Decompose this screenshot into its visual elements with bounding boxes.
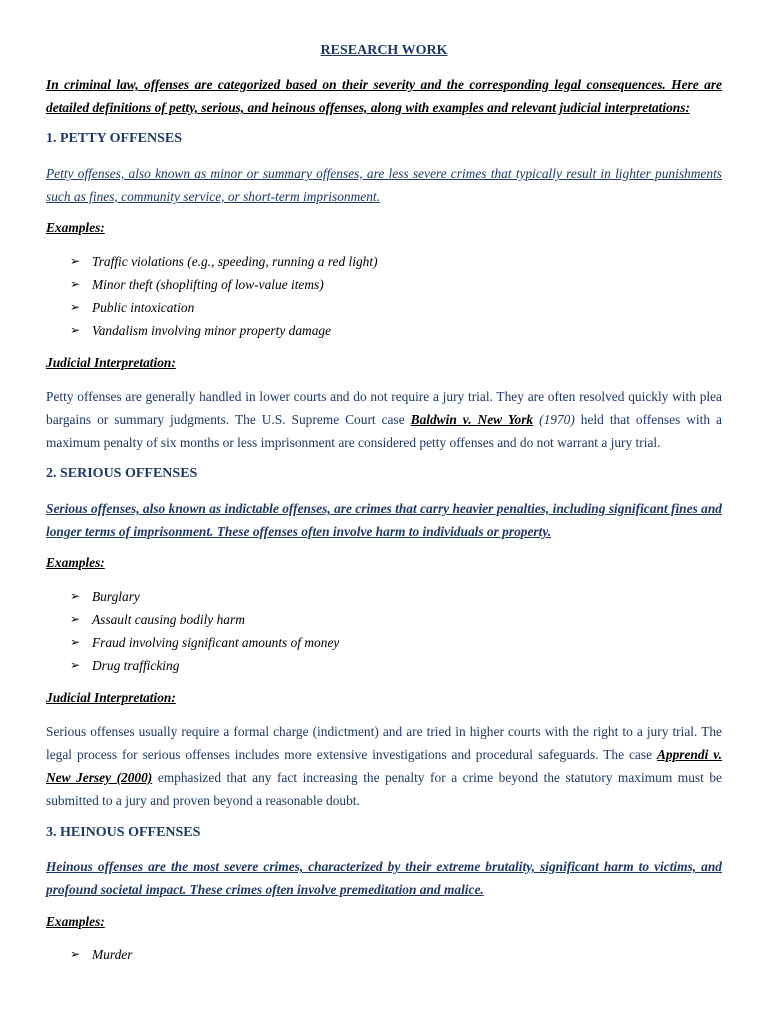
examples-label-petty: Examples:: [46, 220, 105, 235]
page-title: RESEARCH WORK: [320, 43, 448, 58]
examples-label-serious: Examples:: [46, 555, 105, 570]
list-item: ➢ Public intoxication: [70, 296, 378, 319]
arrow-bullet-icon: ➢: [70, 254, 81, 268]
list-item: ➢ Murder: [70, 943, 132, 966]
interpretation-petty: Petty offenses are generally handled in lower courts and do not require a jury trial. They are often resolved quickly with plea bargains or summary judgments. The U.S. Supreme Court case Baldwin v. New York (1970) held that offenses with a maximum penalty of six months or less imprisonment are considered petty offenses and do not warrant a jury trial.: [46, 389, 722, 450]
arrow-bullet-icon: ➢: [70, 589, 81, 603]
list-item: ➢ Minor theft (shoplifting of low-value items): [70, 273, 378, 296]
examples-list-serious: [70, 585, 339, 677]
examples-list-heinous: [70, 943, 132, 966]
arrow-bullet-icon: ➢: [70, 658, 81, 672]
interpretation-label-serious: Judicial Interpretation:: [46, 690, 176, 705]
arrow-bullet-icon: ➢: [70, 947, 81, 961]
list-item: ➢ Traffic violations (e.g., speeding, running a red light): [70, 250, 378, 273]
examples-list-petty: [70, 250, 378, 342]
list-item: ➢ Burglary: [70, 585, 339, 608]
definition-serious: Serious offenses, also known as indictable offenses, are crimes that carry heavier penalties, including significant fines and longer terms of imprisonment. These offenses often involve harm to individuals or property.: [46, 501, 722, 539]
list-item: ➢ Drug trafficking: [70, 654, 339, 677]
arrow-bullet-icon: ➢: [70, 323, 81, 337]
list-item: ➢ Assault causing bodily harm: [70, 608, 339, 631]
arrow-bullet-icon: ➢: [70, 635, 81, 649]
arrow-bullet-icon: ➢: [70, 612, 81, 626]
arrow-bullet-icon: ➢: [70, 300, 81, 314]
interpretation-serious: Serious offenses usually require a formal charge (indictment) and are tried in higher courts with the right to a jury trial. The legal process for serious offenses includes more extensive investigations and procedural safeguards. The case Apprendi v. New Jersey (2000) emphasized that any fact increasing the penalty for a crime beyond the statutory maximum must be submitted to a jury and proven beyond a reasonable doubt.: [46, 724, 723, 808]
section-heading-heinous: 3. HEINOUS OFFENSES: [46, 825, 201, 840]
list-item: ➢ Fraud involving significant amounts of money: [70, 631, 339, 654]
arrow-bullet-icon: ➢: [70, 277, 81, 291]
list-item: ➢ Vandalism involving minor property damage: [70, 319, 378, 342]
section-heading-serious: 2. SERIOUS OFFENSES: [46, 466, 198, 481]
definition-heinous: Heinous offenses are the most severe crimes, characterized by their extreme brutality, significant harm to victims, and profound societal impact. These crimes often involve premeditation and malice.: [46, 859, 722, 897]
case-name: Apprendi v. New Jersey (2000): [46, 747, 723, 785]
interpretation-label-petty: Judicial Interpretation:: [46, 355, 176, 370]
section-heading-petty: 1. PETTY OFFENSES: [46, 131, 183, 146]
intro-paragraph: In criminal law, offenses are categorized based on their severity and the corresponding legal consequences. Here are detailed definitions of petty, serious, and heinous offenses, along with examples and relevant judicial interpretations:: [46, 77, 722, 115]
examples-label-heinous: Examples:: [46, 914, 105, 929]
case-name: Baldwin v. New York: [410, 412, 534, 427]
definition-petty: Petty offenses, also known as minor or summary offenses, are less severe crimes that typically result in lighter punishments such as fines, community service, or short-term imprisonment.: [46, 166, 722, 204]
